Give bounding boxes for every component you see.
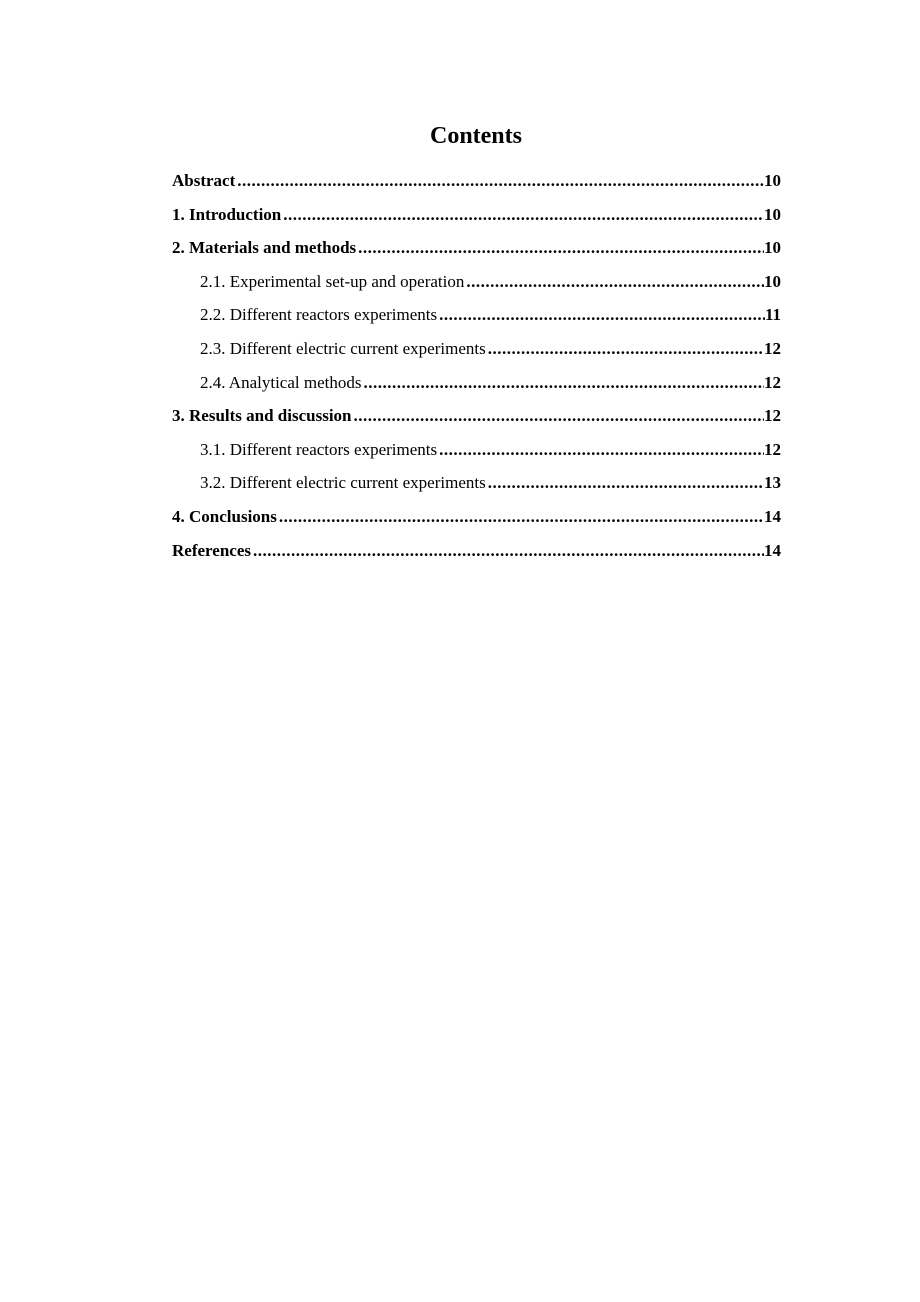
page-title: Contents [429,123,522,149]
toc-entry-label: 2.2. Different reactors experiments [200,305,438,325]
toc-entry-page-number: 13 [764,473,781,493]
toc-leader-dots [358,235,764,261]
toc-entry-results-different-reactors[interactable] [172,437,781,471]
toc-entry-results-different-electric-current[interactable] [172,470,781,504]
toc-entry-label: 2.1. Experimental set-up and operation [200,271,465,291]
toc-entry-experimental-setup[interactable] [172,269,781,303]
toc-leader-dots [237,168,764,194]
toc-entry-page-number: 10 [764,204,781,224]
toc-entry-page-number: 14 [764,540,781,560]
toc-entry-analytical-methods[interactable] [172,370,781,404]
toc-entry-materials-and-methods[interactable] [172,235,781,269]
toc-entry-label: 3. Results and discussion [172,406,352,426]
toc-leader-dots [439,437,764,463]
toc-entry-page-number: 12 [764,372,781,392]
toc-entry-label: 1. Introduction [172,204,282,224]
toc-entry-page-number: 10 [764,271,781,291]
toc-entry-page-number: 12 [764,406,781,426]
toc-entry-different-reactors[interactable] [172,302,781,336]
toc-leader-dots [354,403,764,429]
toc-entry-label: 2. Materials and methods [172,238,357,258]
toc-leader-dots [283,202,764,228]
toc-entry-page-number: 12 [764,338,781,358]
toc-leader-dots [439,302,765,328]
toc-entry-page-number: 10 [764,171,781,190]
table-of-contents [172,168,781,571]
toc-leader-dots [488,470,764,496]
toc-entry-label: 2.4. Analytical methods [200,372,362,392]
toc-leader-dots [279,504,764,530]
toc-entry-label: 4. Conclusions [172,506,277,526]
toc-leader-dots [253,538,764,564]
toc-entry-references[interactable] [172,538,781,572]
toc-entry-page-number: 14 [764,506,781,526]
toc-leader-dots [363,370,764,396]
toc-entry-results-and-discussion[interactable] [172,403,781,437]
toc-leader-dots [466,269,764,295]
toc-leader-dots [488,336,764,362]
toc-entry-introduction[interactable] [172,202,781,236]
toc-entry-page-number: 12 [764,439,781,459]
toc-entry-page-number: 11 [764,305,781,325]
toc-entry-label: 2.3. Different electric current experiments [200,338,486,358]
toc-entry-abstract[interactable] [172,168,781,202]
toc-entry-conclusions[interactable] [172,504,781,538]
toc-entry-different-electric-current[interactable] [172,336,781,370]
toc-entry-label: Abstract [172,171,236,190]
toc-entry-label: References [172,540,251,560]
toc-entry-label: 3.1. Different reactors experiments [200,439,438,459]
toc-entry-label: 3.2. Different electric current experiments [200,473,486,493]
toc-entry-page-number: 10 [764,238,781,258]
